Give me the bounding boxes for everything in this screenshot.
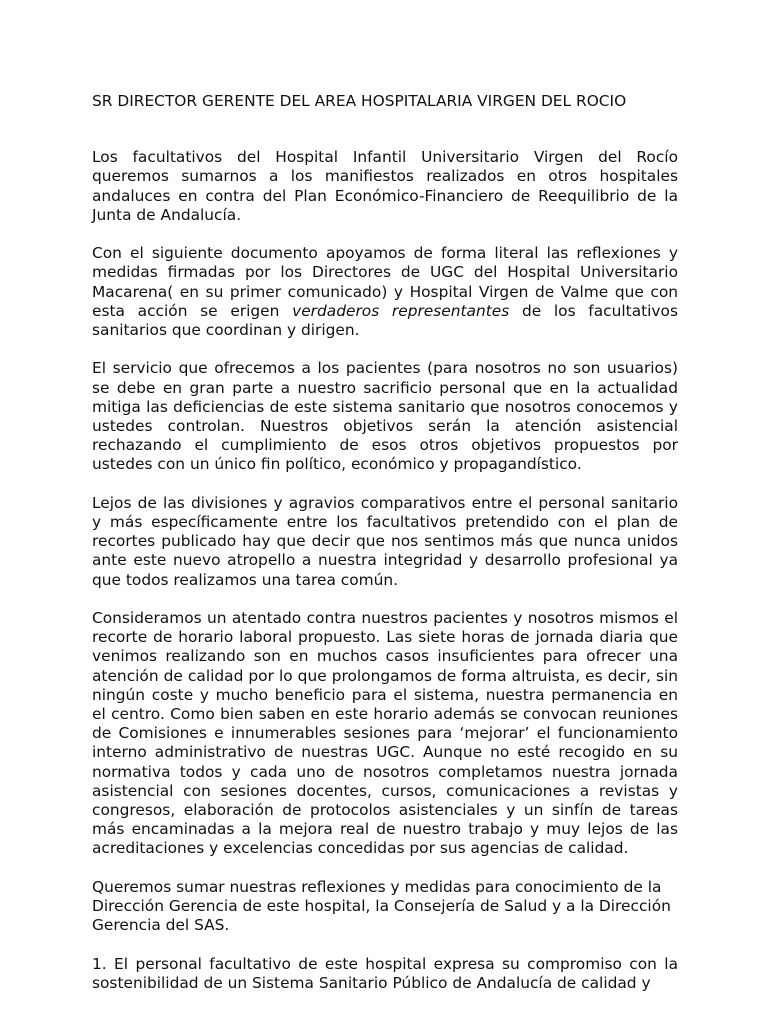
paragraph-4: Lejos de las divisiones y agravios comparativos entre el personal sanitario y más específicamente entre los facultativos pretendido con el plan de recortes publicado hay que decir que nos sentimos más que nunca unidos ante este nuevo atropello a nuestra integridad y desarrollo profesional ya que todos realizamos una tarea común. [92, 493, 678, 589]
paragraph-2-text-b: de los facultativos sanitarios que coordinan y dirigen. [92, 301, 678, 340]
paragraph-2-italic: verdaderos representantes [292, 301, 510, 320]
paragraph-3: El servicio que ofrecemos a los pacientes (para nosotros no son usuarios) se debe en gran parte a nuestro sacrificio personal que en la actualidad mitiga las deficiencias de este sistema sanitario que nosotros conocemos y ustedes controlan. Nuestros objetivos serán la atención asistencial rechazando el cumplimiento de esos otros objetivos propuestos por ustedes con un único fin político, económico y propagandístico. [92, 359, 678, 474]
paragraph-2 [92, 244, 678, 340]
paragraph-7: 1. El personal facultativo de este hospital expresa su compromiso con la sostenibilidad de un Sistema Sanitario Público de Andalucía de calidad y [92, 954, 678, 992]
letter-heading: SR DIRECTOR GERENTE DEL AREA HOSPITALARIA VIRGEN DEL ROCIO [92, 92, 627, 110]
paragraph-5: Consideramos un atentado contra nuestros pacientes y nosotros mismos el recorte de horario laboral propuesto. Las siete horas de jornada diaria que venimos realizando son en muchos casos insuficientes para ofrecer una atención de calidad por lo que prolongamos de forma altruista, es decir, sin ningún coste y mucho beneficio para el sistema, nuestra permanencia en el centro. Como bien saben en este horario además se convocan reuniones de Comisiones e innumerables sesiones para ‘mejorar’ el funcionamiento interno administrativo de nuestras UGC. Aunque no esté recogido en su normativa todos y cada uno de nosotros completamos nuestra jornada asistencial con sesiones docentes, cursos, comunicaciones a revistas y congresos, elaboración de protocolos asistenciales y un sinfín de tareas más encaminadas a la mejora real de nuestro trabajo y muy lejos de las acreditaciones y excelencias concedidas por sus agencias de calidad. [92, 609, 678, 858]
paragraph-6: Queremos sumar nuestras reflexiones y medidas para conocimiento de la Dirección Gerencia de este hospital, la Consejería de Salud y a la Dirección Gerencia del SAS. [92, 877, 671, 935]
paragraph-1: Los facultativos del Hospital Infantil Universitario Virgen del Rocío queremos sumarnos a los manifiestos realizados en otros hospitales andaluces en contra del Plan Económico-Financiero de Reequilibrio de la Junta de Andalucía. [92, 148, 678, 224]
paragraph-2-text-a: Con el siguiente documento apoyamos de forma literal las reflexiones y medidas firmadas por los Directores de UGC del Hospital Universitario Macarena( en su primer comunicado) y Hospital Virgen de Valme que con esta acción se erigen [92, 244, 678, 320]
